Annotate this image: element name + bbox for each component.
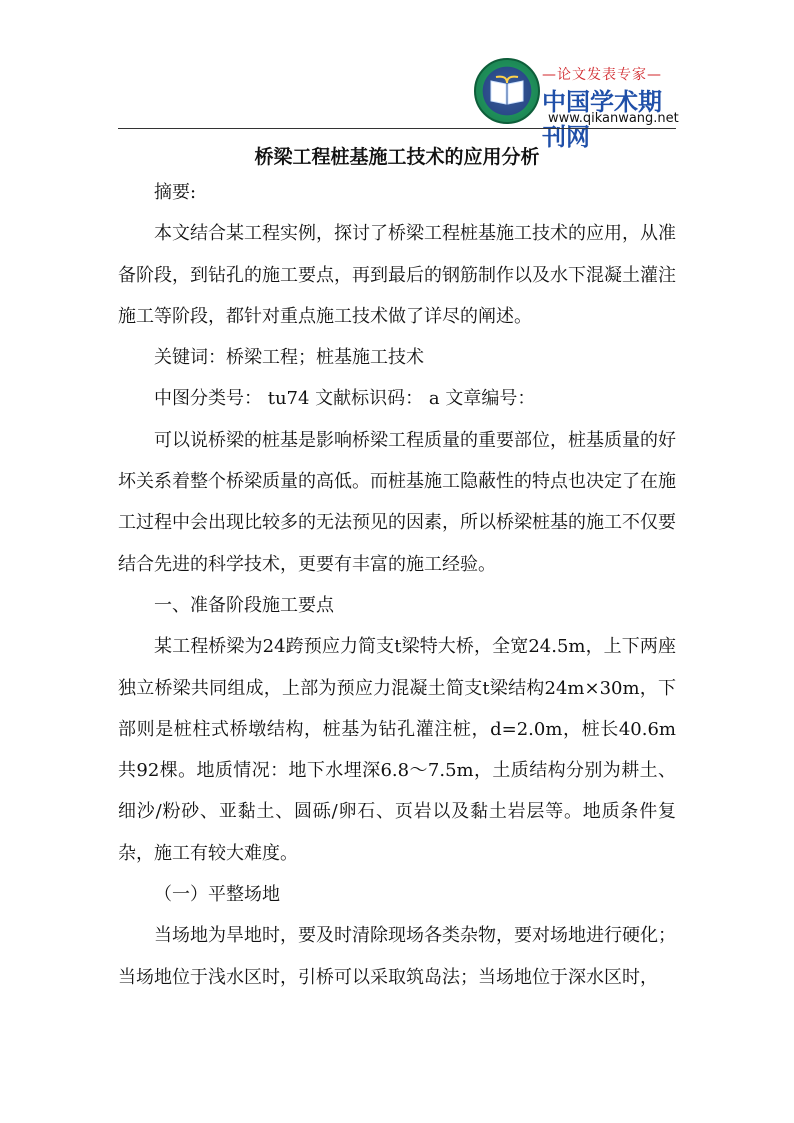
page-title: 桥梁工程桩基施工技术的应用分析: [254, 146, 540, 168]
site-paragraph: 当场地为旱地时，要及时清除现场各类杂物，要对场地进行硬化；当场地位于浅水区时，引桥可以采取筑岛法；当场地位于深水区时，: [118, 925, 676, 988]
keywords: 关键词：桥梁工程；桩基施工技术: [154, 347, 424, 369]
project-paragraph: 某工程桥梁为24跨预应力简支t梁特大桥，全宽24.5m，上下两座独立桥梁共同组成，上部为预应力混凝土简支t梁结构24m×30m，下部则是桩柱式桥墩结构，桩基为钻孔灌注桩，d=2.0m，桩长40.6m共92棵。地质情况：地下水埋深6.8～7.5m，土质结构分别为耕土、细沙/粉砂、亚黏土、圆砾/卵石、页岩以及黏土岩层等。地质条件复杂，施工有较大难度。: [118, 636, 676, 864]
journal-logo: [474, 58, 540, 124]
abstract-heading: 摘要:: [154, 182, 197, 203]
book-icon: [488, 75, 526, 107]
header-divider: [118, 128, 676, 129]
subsection-heading: （一）平整场地: [154, 884, 280, 906]
abstract-text: 本文结合某工程实例，探讨了桥梁工程桩基施工技术的应用，从准备阶段，到钻孔的施工要点，再到最后的钢筋制作以及水下混凝土灌注施工等阶段，都针对重点施工技术做了详尽的阐述。: [118, 223, 676, 327]
header: [118, 52, 679, 151]
brand-name: 中国学术期刊网: [542, 88, 662, 151]
site-url[interactable]: www.qikanwang.net: [548, 111, 679, 126]
document-body: [118, 172, 676, 998]
tagline: —论文发表专家—: [542, 67, 662, 83]
section-heading: 一、准备阶段施工要点: [154, 594, 334, 616]
classification: 中图分类号： tu74 文献标识码： a 文章编号：: [154, 388, 536, 410]
intro-paragraph: 可以说桥梁的桩基是影响桥梁工程质量的重要部位，桩基质量的好坏关系着整个桥梁质量的高低。而桩基施工隐蔽性的特点也决定了在施工过程中会出现比较多的无法预见的因素，所以桥梁桩基的施工不仅要结合先进的科学技术，更要有丰富的施工经验。: [118, 429, 676, 575]
